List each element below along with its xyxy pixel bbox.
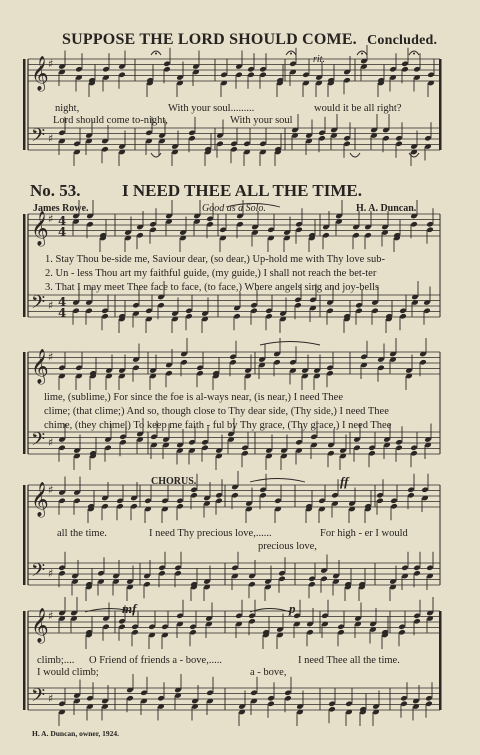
treble-clef: 𝄞 — [31, 211, 49, 246]
time-signature: 4 — [58, 295, 67, 309]
chorus-lyric-9: a - bove, — [250, 667, 287, 678]
chorus-lyric-8: I would climb; — [37, 667, 99, 678]
brace-bracket — [23, 214, 26, 317]
verse-3-line-2: chime, (they chime,) To keep me faith - ful by Thy grace, (Thy grace,) I need Thee — [44, 420, 392, 431]
lyricist: James Rowe. — [33, 203, 89, 214]
sharp-sign: ♯ — [48, 692, 54, 705]
final-barline — [439, 611, 442, 710]
time-signature: 4 — [58, 214, 67, 228]
chorus-lyric-1: all the time. — [57, 528, 107, 539]
prev-lyric-2: With your soul......... — [168, 103, 255, 114]
brace-bracket — [23, 352, 26, 454]
final-barline — [439, 59, 442, 150]
verse-3-line-1: 3. That I may meet Thee face to face, (to face,) Where angels sing and joy-bells — [45, 282, 380, 293]
bass-clef: 𝄢 — [31, 429, 46, 455]
treble-clef: 𝄞 — [31, 349, 49, 384]
chorus-lyric-4: precious love, — [258, 541, 317, 552]
dynamic-ff: ff — [340, 474, 349, 489]
verse-2-line-2: clime; (that clime;) And so, though close to Thy dear side, (Thy side,) I need Thee — [44, 406, 389, 417]
chorus-lyric-5: climb;.... — [37, 655, 75, 666]
sharp-sign: ♯ — [48, 567, 54, 580]
composer: H. A. Duncan. — [356, 203, 417, 214]
brace-bracket — [23, 485, 26, 585]
verse-1-line-1: 1. Stay Thou be-side me, Saviour dear, (so dear,) Up-hold me with Thy love sub- — [45, 254, 385, 265]
prev-lyric-4: Lord should come to-night, — [53, 115, 168, 126]
previous-hymn-title-text: SUPPOSE THE LORD SHOULD COME. — [62, 31, 357, 48]
brace-bracket — [23, 59, 26, 150]
prev-lyric-5: With your soul — [230, 115, 293, 126]
dynamic-mf: mf — [122, 601, 137, 616]
verse-1-line-2: lime, (sublime,) For since the foe is al-ways near, (is near,) I need Thee — [44, 392, 343, 403]
sharp-sign: ♯ — [48, 57, 54, 71]
fermata-dot — [155, 53, 157, 55]
sharp-sign: ♯ — [48, 350, 54, 364]
slur — [250, 609, 290, 613]
sharp-sign: ♯ — [48, 609, 54, 623]
hymn-number: No. 53. — [30, 181, 81, 200]
bass-clef: 𝄢 — [31, 685, 46, 711]
verse-2-line-1: 2. Un - less Thou art my faithful guide, (my guide,) I shall not reach the bet-ter — [45, 268, 377, 279]
sharp-sign: ♯ — [48, 483, 54, 497]
slur — [260, 342, 320, 346]
ritardando-marking: rit. — [313, 54, 325, 65]
fermata-dot — [290, 53, 292, 55]
treble-clef: 𝄞 — [31, 56, 49, 91]
fermata — [151, 153, 161, 157]
chorus-lyric-3: For high - er I would — [320, 528, 408, 539]
bass-clef: 𝄢 — [31, 125, 46, 151]
treble-clef: 𝄞 — [31, 608, 49, 643]
hymn-title: I NEED THEE ALL THE TIME. — [122, 181, 362, 200]
previous-hymn-title — [62, 31, 437, 49]
fermata-dot — [361, 53, 363, 55]
time-signature: 4 — [58, 306, 67, 320]
sharp-sign: ♯ — [48, 436, 54, 449]
chorus-lyric-7: I need Thee all the time. — [298, 655, 400, 666]
sharp-sign: ♯ — [48, 132, 54, 145]
dynamic-p: p — [289, 601, 296, 616]
slur — [250, 479, 305, 483]
sharp-sign: ♯ — [48, 212, 54, 226]
brace-bracket — [23, 611, 26, 710]
fermata — [350, 153, 360, 157]
prev-lyric-1: night, — [55, 103, 80, 114]
prev-lyric-3: would it be all right? — [314, 103, 402, 114]
chorus-lyric-6: O Friend of friends a - bove,..... — [89, 655, 222, 666]
bass-clef: 𝄢 — [31, 292, 46, 318]
chorus-label: CHORUS. — [151, 476, 197, 487]
fermata-dot — [413, 53, 415, 55]
bass-clef: 𝄢 — [31, 560, 46, 586]
sharp-sign: ♯ — [48, 299, 54, 312]
treble-clef: 𝄞 — [31, 482, 49, 517]
copyright-footer: H. A. Duncan, owner, 1924. — [32, 729, 120, 738]
time-signature: 4 — [58, 225, 67, 239]
chorus-lyric-2: I need Thy precious love,...... — [149, 528, 272, 539]
concluded-label: Concluded. — [367, 33, 438, 48]
tempo-marking: Good as a Solo. — [202, 203, 266, 214]
